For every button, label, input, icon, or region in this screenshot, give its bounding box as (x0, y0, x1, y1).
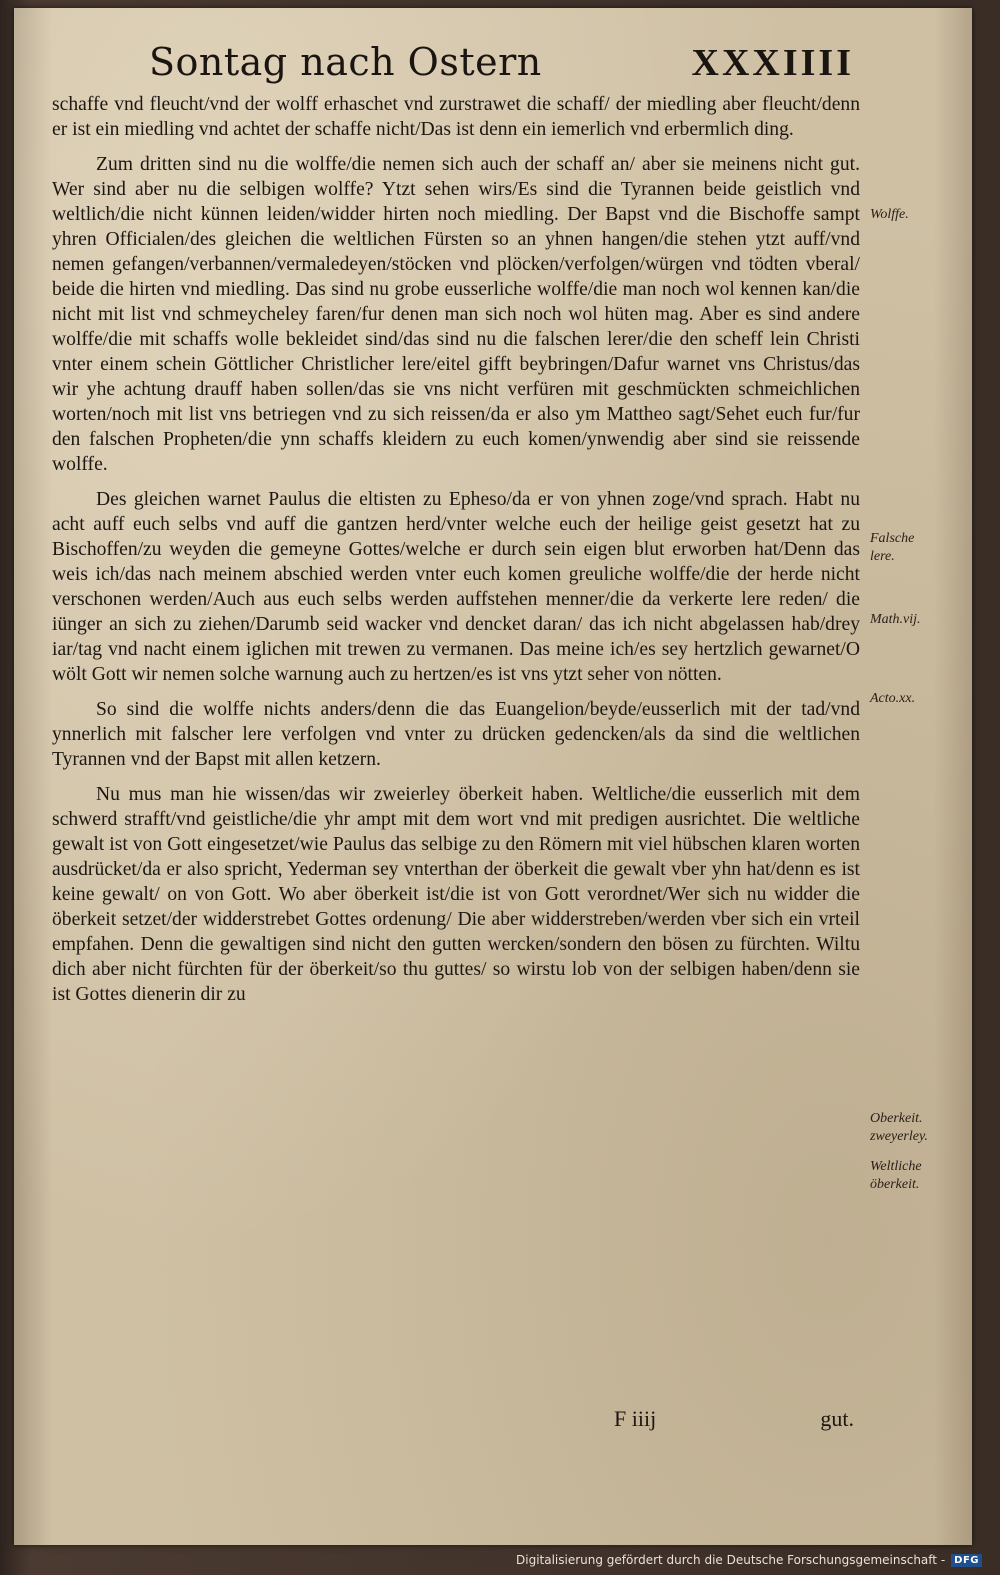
signature-mark: F iiij (614, 1406, 657, 1431)
running-title: Sontag nach Ostern (149, 40, 542, 84)
marginal-note-falsche-lere: Falsche lere. (870, 531, 915, 564)
dfg-logo[interactable]: DFG (951, 1554, 982, 1567)
paragraph-1: schaffe vnd fleucht/vnd der wolff erhaschet vnd zurstrawet die schaff/ der miedling aber fleucht/denn er ist ein miedling vnd achtet der schaffe nicht/Das ist denn ein iemerlich vnd erbermlich ding. (52, 94, 860, 140)
catchword: gut. (820, 1406, 854, 1431)
paragraph-2: Zum dritten sind nu die wolffe/die nemen sich auch der schaff an/ aber sie meinens nicht gut. Wer sind aber nu die selbigen wolffe? Ytzt sehen wirs/Es sind die Tyrannen beide geistlich vnd weltlich/die nicht künnen leiden/widder hirten noch miedling. Der Bapst vnd die Bischoffe sampt yhren Officialen/des gleichen die weltlichen Fürsten so an yhnen hangen/die stehen ytzt auff/vnd nemen gefangen/verbannen/vermaledeyen/stöcken vnd plöcken/verfolgen/würgen vnd tödten vberal/ beide die hirten vnd miedling. Das sind nu grobe eusserliche wolffe/die man noch wol kennen kan/die nicht mit list vnd schmeycheley faren/fur denen man sich noch wol hüten mag. Aber es sind andere wolffe/die mit schaffs wolle bekleidet sind/das sind nu die falschen lerer/die den scheff lein Christi vnter einem schein Göttlicher Christlicher lere/eitel gifft beybringen/Dafur warnet vns Christus/das wir yhe achtung drauff haben sollen/das sie vns nicht verfüren mit geschmückten schmeichlichen worten/noch mit list vns betriegen vnd zu sich reissen/da er also ym Mattheo sagt/Sehet euch fur/fur den falschen Propheten/die ynn schaffs kleidern zu euch komen/ynwendig aber sind sie reissende wolffe. (52, 154, 860, 475)
marginal-note-oberkeit: Oberkeit. zweyerley. (870, 1111, 928, 1144)
signature-line (614, 1406, 854, 1432)
marginal-note-wolffe: Wolffe. (870, 207, 909, 222)
main-text-column (52, 92, 860, 1007)
book-page (14, 8, 972, 1545)
paragraph-4: So sind die wolffe nichts anders/denn die das Euangelion/beyde/eusserlich mit der tad/vnd ynnerlich mit falscher lere verfolgen vnd vnter zu drücken gedencken/als da sind die weltlichen Tyrannen vnd der Bapst mit allen ketzern. (52, 699, 860, 770)
folio-number: XXXIIII (691, 42, 854, 84)
paragraph-5: Nu mus man hie wissen/das wir zweierley öberkeit haben. Weltliche/die eusserlich mit dem schwerd strafft/vnd geistliche/die yhr ampt mit dem wort vnd mit predigen ausrichtet. Die weltliche gewalt ist von Gott eingesetzet/wie Paulus das selbige zu den Römern mit viel hübschen klaren worten ausdrücket/da er also spricht, Yederman sey vnterthan der öberkeit die gewalt vber yhn hat/denn es ist keine gewalt/ on von Gott. Wo aber öberkeit ist/die ist von Gott verordnet/Wer sich nu widder die öberkeit setzet/der widderstrebet Gottes ordenung/ Die aber widderstreben/werden vber sich ein vrteil empfahen. Denn die gewaltigen sind nicht den gutten wercken/sondern den bösen zu fürchten. Wiltu dich aber nicht fürchten für der öberkeit/so thu guttes/ so wirstu lob von der selbigen haben/denn sie ist Gottes dienerin dir zu (52, 784, 860, 1005)
marginal-note-math: Math.vij. (870, 612, 921, 627)
paragraph-3: Des gleichen warnet Paulus die eltisten zu Epheso/da er von yhnen zoge/vnd sprach. Habt nu acht auff euch selbs vnd auff die gantzen herd/vnter welche euch der heilige geist gesetzt hat zu Bischoffen/zu weyden die gemeyne Gottes/welche er durch sein eigen blut erworben hat/Denn das weis ich/das nach meinem abschied werden vnter euch komen greuliche wolffe/die der herde nicht verschonen werden/Auch aus euch selbs werden auffstehen menner/die da verkerte lere reden/ die iünger an sich zu ziehen/Darumb seid wacker vnd dencket daran/ das ich nicht abgelassen hab/drey iar/tag vnd nacht einem iglichen mit trewen zu vermanen. Das meine ich/es sey hertzlich gewarnet/O wölt Gott wir nemen solche warnung auch zu hertzen/es ist vns ytzt seher von nötten. (52, 489, 860, 685)
page-header (149, 40, 854, 92)
footer-bar (0, 1545, 1000, 1575)
marginal-note-weltliche: Weltliche öberkeit. (870, 1159, 922, 1192)
marginal-note-acto: Acto.xx. (870, 691, 916, 706)
footer-credit: Digitalisierung gefördert durch die Deutsche Forschungsgemeinschaft - (516, 1553, 946, 1567)
